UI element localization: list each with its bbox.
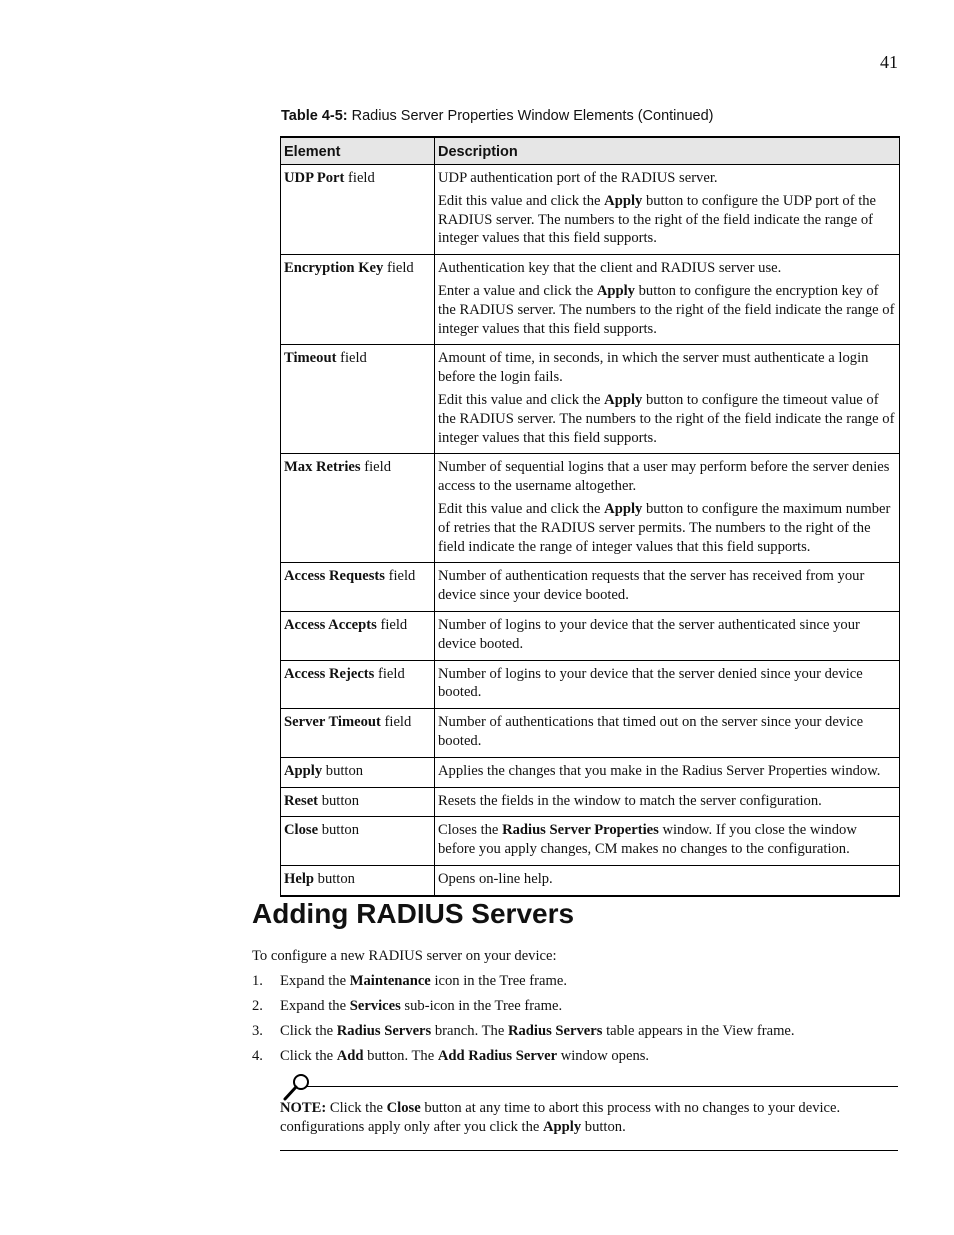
element-cell [281,660,435,709]
text-run: Resets the fields in the window to match the server configuration. [438,792,822,809]
text-run: sub-icon in the Tree frame. [400,998,563,1014]
bold-term: Services [349,998,401,1014]
description-paragraph [438,665,897,703]
description-paragraph [438,713,897,751]
text-run: button to configure the maximum number of retries that the RADIUS server permits. The numbers to the right of the field indicate the range of integer values that this field supports. [438,500,891,555]
element-cell [281,817,435,866]
step-text [280,973,567,998]
text-run: branch. The [431,1023,508,1039]
step-number: 3. [252,1023,263,1039]
bold-term: Radius Server Properties [502,822,659,839]
text-run: button. The [363,1048,438,1064]
text-run: button to configure the encryption key of the RADIUS server. The numbers to the right of the field indicate the range of integer values that this field supports. [438,282,895,337]
text-run: field [384,568,416,585]
bold-term: Apply [604,192,643,209]
bold-term: Maintenance [349,973,431,989]
table-row [281,709,900,758]
text-run: button. [581,1119,626,1135]
text-run: Opens on-line help. [438,870,553,887]
text-run: table appears in the View frame. [602,1023,795,1039]
text-run: window opens. [557,1048,650,1064]
bold-term: Timeout [284,350,337,367]
text-run: Amount of time, in seconds, in which the server must authenticate a login before the login fails. [438,350,869,386]
step-text [280,1048,649,1073]
description-cell [435,865,900,895]
table-caption-text: Radius Server Properties Window Elements (Continued) [347,108,714,124]
description-paragraph [438,821,897,859]
table-row [281,817,900,866]
element-cell [281,345,435,454]
table-header-row [281,137,900,165]
text-run: Enter a value and click the [438,282,597,299]
description-cell [435,817,900,866]
bold-term: Help [284,870,314,887]
list-item [252,1048,902,1073]
bold-term: Max Retries [284,459,361,476]
element-cell [281,611,435,660]
bold-term: Server Timeout [284,714,381,731]
text-run: button at any time to abort this process with no changes to your device. configurations apply only after you click the [280,1100,841,1135]
description-cell [435,255,900,345]
description-cell [435,345,900,454]
text-run: Edit this value and click the [438,500,605,517]
list-item [252,973,902,998]
text-run: button to configure the timeout value of the RADIUS server. The numbers to the right of the field indicate the range of integer values that this field supports. [438,391,895,446]
bold-term: Reset [284,792,319,809]
element-cell [281,255,435,345]
bold-term: Access Rejects [284,665,375,682]
list-item [252,998,902,1023]
element-cell [281,563,435,612]
bold-term: Add [336,1048,364,1064]
table-row [281,787,900,817]
text-run: Click the [280,1023,337,1039]
bold-term: Apply [604,500,643,517]
table-row [281,165,900,255]
list-item [252,1023,902,1048]
text-run: field [374,665,405,682]
step-text [280,1023,795,1048]
table-row [281,454,900,563]
description-cell [435,757,900,787]
description-paragraph [438,391,897,447]
description-paragraph [438,458,897,496]
text-run: Number of sequential logins that a user may perform before the server denies access to the username altogether. [438,459,890,495]
text-run: Number of authentications that timed out on the server since your device booted. [438,714,864,749]
text-run: button [318,822,360,839]
text-run: Expand the [280,973,350,989]
step-number: 4. [252,1048,263,1064]
description-paragraph [438,567,897,605]
text-run: Applies the changes that you make in the Radius Server Properties window. [438,762,881,779]
table-caption [281,108,714,124]
text-run: Authentication key that the client and RADIUS server use. [438,260,782,277]
bold-term: Apply [596,282,635,299]
bold-term: Apply [604,391,643,408]
element-cell [281,165,435,255]
steps-list [252,973,902,1073]
element-cell [281,757,435,787]
description-cell [435,563,900,612]
description-paragraph [438,349,897,387]
table-row [281,865,900,895]
description-cell [435,454,900,563]
description-paragraph [438,792,897,811]
text-run: button [318,792,359,809]
description-paragraph [438,500,897,556]
text-run: button [322,762,364,779]
text-run: field [383,260,414,277]
magnifier-icon [282,1072,312,1102]
properties-table [280,136,900,897]
text-run: field [344,170,375,186]
element-cell [281,865,435,895]
header-description: Description [435,137,900,165]
note-text [280,1099,898,1137]
bold-term: NOTE: [280,1100,327,1116]
text-run: Edit this value and click the [438,192,605,209]
description-paragraph [438,762,897,781]
text-run: field [380,714,412,731]
text-run: icon in the Tree frame. [430,973,567,989]
table-row [281,660,900,709]
bold-term: Close [284,822,319,839]
description-cell [435,709,900,758]
text-run: Number of logins to your device that the server denied since your device booted. [438,665,863,701]
bold-term: UDP Port [284,170,345,186]
table-row [281,345,900,454]
bold-term: Apply [543,1119,582,1135]
header-element: Element [281,137,435,165]
description-cell [435,660,900,709]
description-paragraph [438,192,897,248]
element-cell [281,787,435,817]
text-run: Number of logins to your device that the server authenticated since your device booted. [438,616,860,652]
text-run: button to configure the UDP port of the RADIUS server. The numbers to the right of the field indicate the range of integer values that this field supports. [438,192,877,247]
text-run: Expand the [280,998,350,1014]
table-row [281,563,900,612]
note-top-rule [306,1086,898,1087]
text-run: Number of authentication requests that the server has received from your device since your device booted. [438,568,865,604]
text-run: field [360,459,391,476]
description-paragraph [438,282,897,338]
description-paragraph [438,169,897,188]
step-text [280,998,562,1023]
text-run: Click the [280,1048,337,1064]
table-row [281,611,900,660]
bold-term: Apply [284,762,323,779]
table-row [281,255,900,345]
description-cell [435,165,900,255]
table-body [281,165,900,896]
text-run: Closes the [438,822,503,839]
text-run: field [336,350,367,367]
section-intro: To configure a new RADIUS server on your device: [252,948,557,964]
text-run: Edit this value and click the [438,391,605,408]
bold-term: Add Radius Server [437,1048,558,1064]
description-paragraph [438,616,897,654]
bold-term: Radius Servers [336,1023,432,1039]
text-run: button [314,870,355,887]
bold-term: Close [386,1100,421,1116]
table-caption-label: Table 4-5: [281,108,348,124]
description-paragraph [438,259,897,278]
text-run: window. If you close the window before you apply changes, CM makes no changes to the configuration. [438,822,857,858]
table-row [281,757,900,787]
description-cell [435,611,900,660]
bold-term: Encryption Key [284,260,384,277]
text-run: field [376,616,408,633]
bold-term: Access Accepts [284,616,377,633]
page-number: 41 [880,52,898,72]
text-run: Click the [326,1100,387,1116]
section-heading: Adding RADIUS Servers [252,898,575,929]
description-paragraph [438,870,897,889]
element-cell [281,709,435,758]
step-number: 1. [252,973,263,989]
bold-term: Radius Servers [507,1023,603,1039]
element-cell [281,454,435,563]
step-number: 2. [252,998,263,1014]
description-cell [435,787,900,817]
note-bottom-rule [280,1150,898,1151]
bold-term: Access Requests [284,568,385,585]
text-run: UDP authentication port of the RADIUS server. [438,170,718,186]
